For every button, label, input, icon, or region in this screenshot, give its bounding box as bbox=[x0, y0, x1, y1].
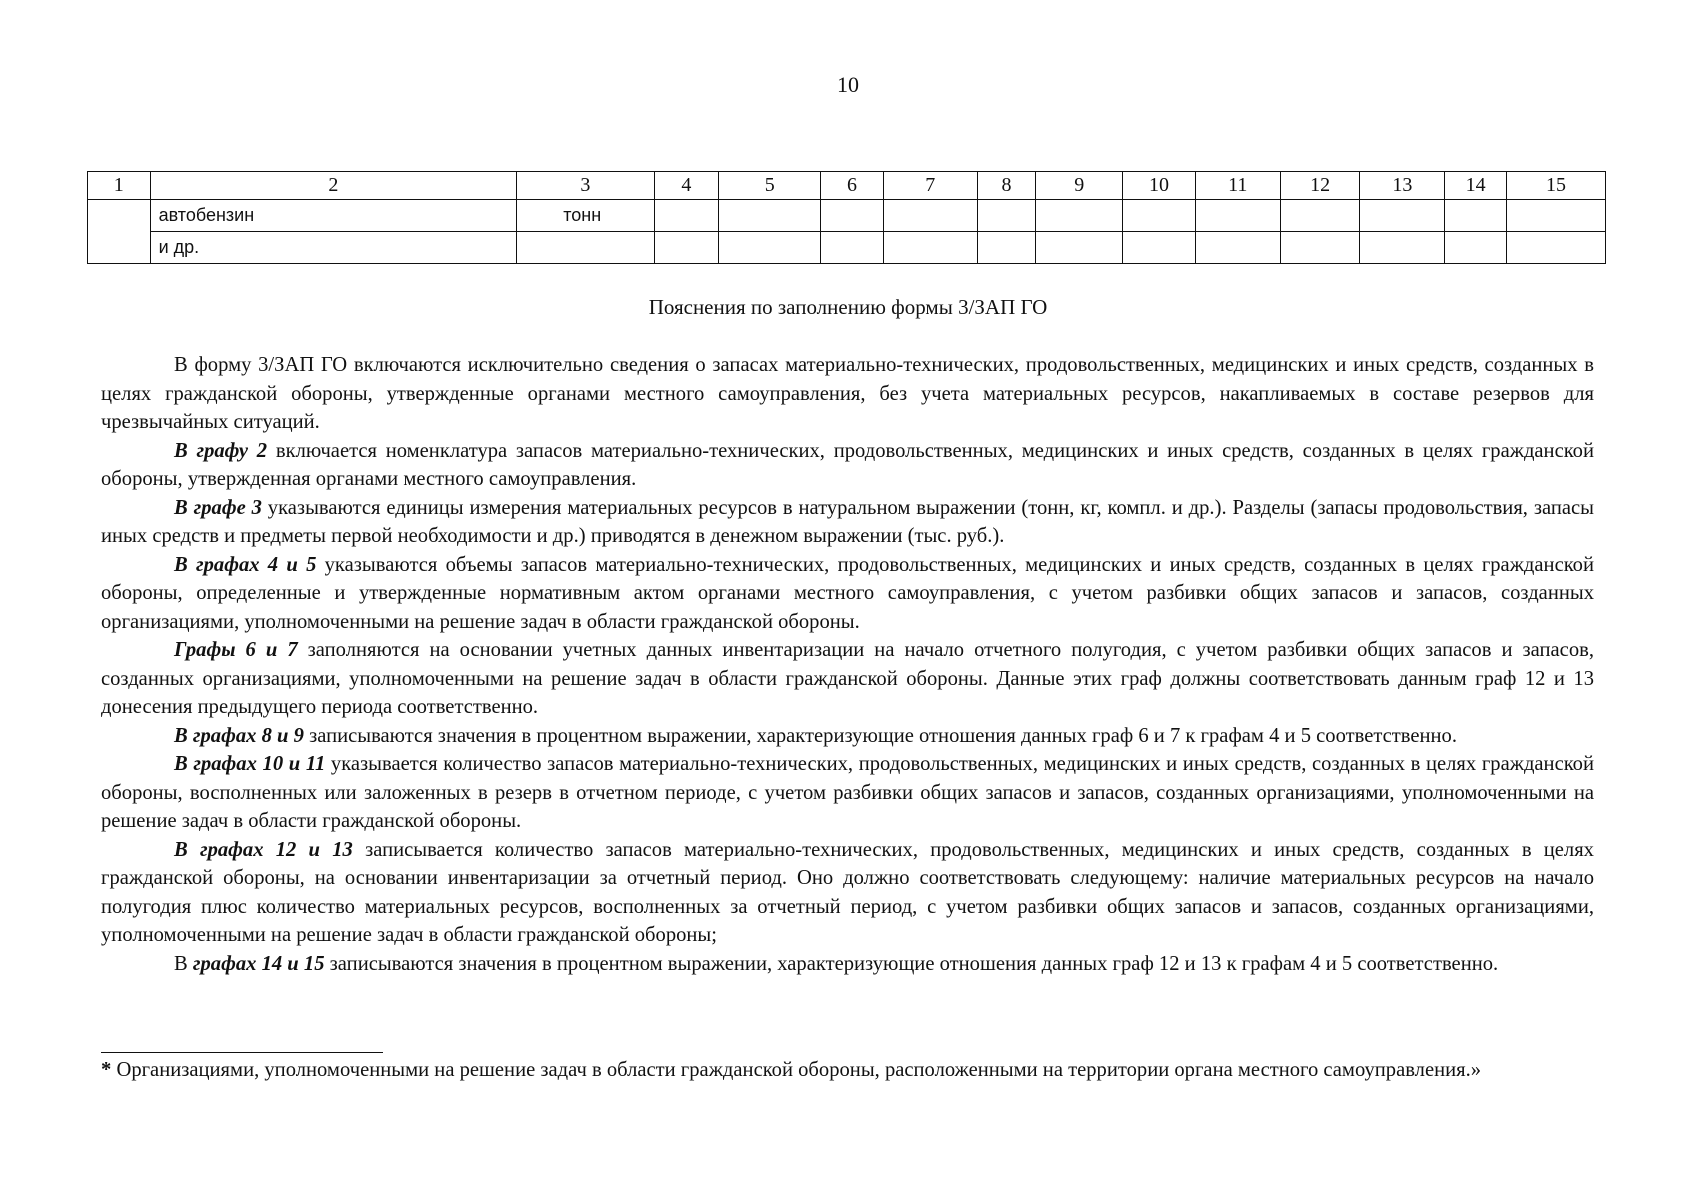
paragraph bbox=[101, 551, 1594, 637]
table-cell bbox=[1360, 232, 1445, 264]
table-row bbox=[88, 232, 1606, 264]
table-cell bbox=[719, 232, 821, 264]
paragraph bbox=[101, 351, 1594, 437]
column-number: 11 bbox=[1195, 172, 1280, 200]
paragraph-lead: В графах 4 и 5 bbox=[174, 553, 317, 576]
table-cell bbox=[1360, 200, 1445, 232]
table-cell bbox=[1195, 232, 1280, 264]
paragraph-text: В форму 3/ЗАП ГО включаются исключительно сведения о запасах материально-технических, продовольственных, медицинских и иных средств, созданных в целях гражданской обороны, утвержденные органами местного самоуправления, без учета материальных ресурсов, накапливаемых в составе резервов для чрезвычайных ситуаций. bbox=[101, 354, 1594, 433]
column-number: 1 bbox=[88, 172, 151, 200]
table-cell bbox=[88, 200, 151, 264]
paragraph-text: записывается количество запасов материально-технических, продовольственных, медицинских и иных средств, созданных в целях гражданской обороны, на основании инвентаризации за отчетный период. Оно должно соответствовать следующему: наличие материальных ресурсов на начало полугодия плюс количество материальных ресурсов, восполненных за отчетный период, с учетом разбивки общих запасов и запасов, созданных организациями, уполномоченными на решение задач в области гражданской обороны; bbox=[101, 838, 1594, 946]
paragraph-lead: В графе 3 bbox=[174, 496, 262, 519]
paragraph bbox=[101, 750, 1594, 836]
paragraph bbox=[101, 836, 1594, 950]
explanation-text bbox=[101, 351, 1594, 978]
table-cell bbox=[883, 200, 977, 232]
table-cell bbox=[1506, 232, 1605, 264]
unit-cell: тонн bbox=[517, 200, 654, 232]
column-number: 7 bbox=[883, 172, 977, 200]
table-row bbox=[88, 200, 1606, 232]
section-title: Пояснения по заполнению формы 3/ЗАП ГО bbox=[648, 295, 1048, 319]
paragraph-lead: графах 14 и 15 bbox=[192, 952, 325, 975]
table-cell bbox=[1280, 232, 1360, 264]
paragraph-text: записываются значения в процентном выражении, характеризующие отношения данных граф 12 и 13 к графам 4 и 5 соответственно. bbox=[324, 952, 1499, 975]
table-cell bbox=[977, 200, 1036, 232]
column-number: 4 bbox=[654, 172, 719, 200]
table-cell bbox=[1506, 200, 1605, 232]
column-number: 15 bbox=[1506, 172, 1605, 200]
page-number: 10 bbox=[837, 72, 859, 97]
table-cell bbox=[1195, 200, 1280, 232]
table-cell bbox=[1445, 200, 1507, 232]
table-cell bbox=[1036, 200, 1123, 232]
table-cell bbox=[654, 200, 719, 232]
table-cell bbox=[654, 232, 719, 264]
footnote bbox=[101, 1056, 1581, 1085]
item-name-cell: автобензин bbox=[150, 200, 517, 232]
column-number: 3 bbox=[517, 172, 654, 200]
column-number: 13 bbox=[1360, 172, 1445, 200]
footnote-text: Организациями, уполномоченными на решение задач в области гражданской обороны, расположенными на территории органа местного самоуправления.» bbox=[111, 1059, 1482, 1081]
paragraph bbox=[101, 950, 1594, 979]
table-cell bbox=[821, 232, 884, 264]
paragraph-text: записываются значения в процентном выражении, характеризующие отношения данных граф 6 и 7 к графам 4 и 5 соответственно. bbox=[303, 724, 1457, 747]
paragraph-text: включается номенклатура запасов материально-технических, продовольственных, медицинских и иных средств, созданных в целях гражданской обороны, утвержденная органами местного самоуправления. bbox=[101, 439, 1594, 490]
table-cell bbox=[1280, 200, 1360, 232]
table-cell bbox=[1123, 200, 1196, 232]
table-cell bbox=[1036, 232, 1123, 264]
paragraph-lead: В графу 2 bbox=[174, 439, 268, 462]
item-name-cell: и др. bbox=[150, 232, 517, 264]
footnote-marker: * bbox=[101, 1059, 112, 1081]
table-cell bbox=[719, 200, 821, 232]
column-number: 2 bbox=[150, 172, 517, 200]
paragraph-text: указываются объемы запасов материально-технических, продовольственных, медицинских и иных средств, созданных в целях гражданской обороны, определенные и утвержденные нормативным актом органами местного самоуправления, с учетом разбивки общих запасов и запасов, созданных организациями, уполномоченными на решение задач в области гражданской обороны. bbox=[101, 553, 1594, 633]
table-header-row bbox=[88, 172, 1606, 200]
table-cell bbox=[883, 232, 977, 264]
table-cell bbox=[1123, 232, 1196, 264]
paragraph-text: указываются единицы измерения материальных ресурсов в натуральном выражении (тонн, кг, компл. и др.). Разделы (запасы продовольствия, запасы иных средств и предметы первой необходимости и др.) приводятся в денежном выражении (тыс. руб.). bbox=[101, 496, 1594, 547]
paragraph-lead-plain: В bbox=[174, 952, 193, 975]
column-number: 5 bbox=[719, 172, 821, 200]
table-cell bbox=[977, 232, 1036, 264]
paragraph bbox=[101, 437, 1594, 494]
paragraph bbox=[101, 722, 1594, 751]
table-cell bbox=[1445, 232, 1507, 264]
paragraph-lead: В графах 10 и 11 bbox=[174, 753, 326, 775]
column-number: 14 bbox=[1445, 172, 1507, 200]
paragraph bbox=[101, 636, 1594, 722]
form-table bbox=[87, 171, 1606, 264]
paragraph-lead: В графах 12 и 13 bbox=[174, 838, 353, 861]
footnote-divider bbox=[101, 1052, 383, 1053]
paragraph-text: указывается количество запасов материально-технических, продовольственных, медицинских и иных средств, созданных в целях гражданской обороны, восполненных или заложенных в резерв в отчетном периоде, с учетом разбивки общих запасов и запасов, созданных организациями, уполномоченными на решение задач в области гражданской обороны. bbox=[101, 753, 1594, 832]
column-number: 6 bbox=[821, 172, 884, 200]
column-number: 8 bbox=[977, 172, 1036, 200]
table-cell bbox=[821, 200, 884, 232]
column-number: 10 bbox=[1123, 172, 1196, 200]
column-number: 12 bbox=[1280, 172, 1360, 200]
paragraph-lead: В графах 8 и 9 bbox=[174, 724, 304, 747]
paragraph-text: заполняются на основании учетных данных инвентаризации на начало отчетного полугодия, с учетом разбивки общих запасов и запасов, созданных организациями, уполномоченными на решение задач в области гражданской обороны. Данные этих граф должны соответствовать данным граф 12 и 13 донесения предыдущего периода соответственно. bbox=[101, 639, 1594, 718]
paragraph-lead: Графы 6 и 7 bbox=[174, 639, 298, 661]
paragraph bbox=[101, 494, 1594, 551]
column-number: 9 bbox=[1036, 172, 1123, 200]
unit-cell bbox=[517, 232, 654, 264]
